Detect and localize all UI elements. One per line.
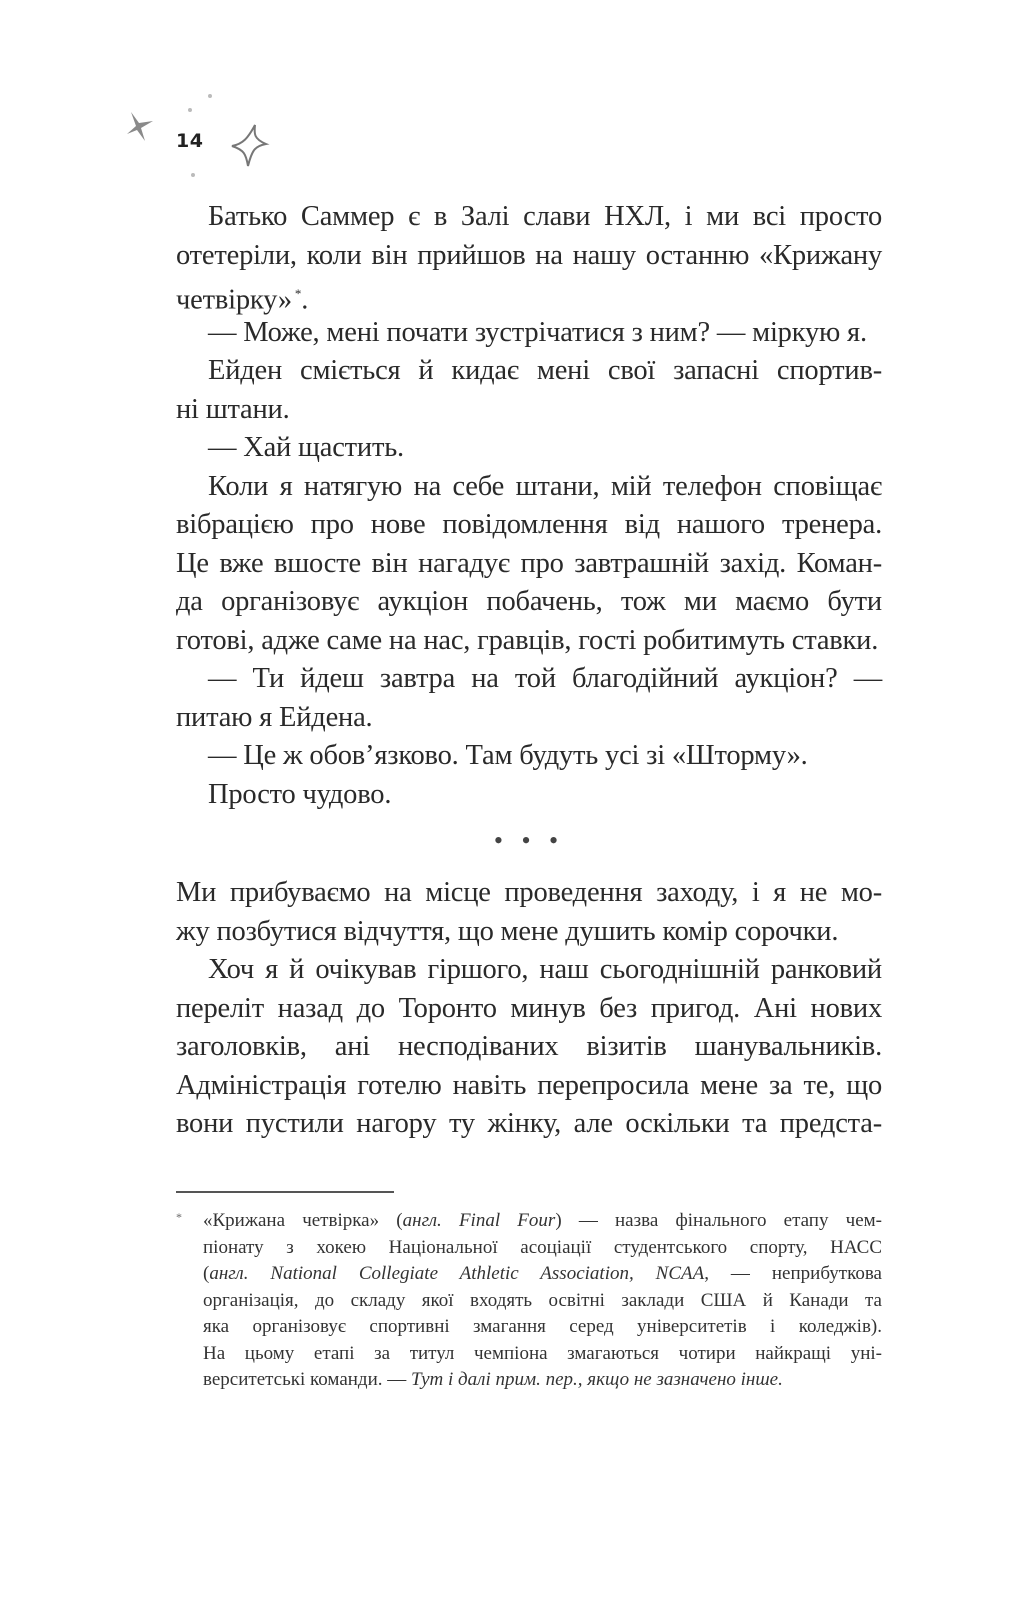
footnote-divider <box>176 1191 394 1193</box>
text-line: переліт назад до Торонто минув без пригод. Ані нових <box>176 992 882 1024</box>
star-outline-icon <box>228 122 270 170</box>
footnote-line: організація, до складу якої входять освітні заклади США й Канади та <box>203 1289 882 1311</box>
footnote-text <box>203 1208 882 1394</box>
text-line: жу позбутися відчуття, що мене душить комір сорочки. <box>176 915 839 947</box>
text-line: питаю я Ейдена. <box>176 701 373 733</box>
footnote-line: «Крижана четвірка» (англ. Final Four) — назва фінального етапу чем- <box>203 1210 882 1231</box>
footnote-line: верситетські команди. — Тут і далі прим. пер., якщо не зазначено інше. <box>203 1369 783 1390</box>
text-line: Батько Саммер є в Залі слави НХЛ, і ми всі просто <box>208 201 882 232</box>
text-line: готові, адже саме на нас, гравців, гості робитимуть ставки. <box>176 624 879 656</box>
scene-break: • • • <box>493 826 565 855</box>
text-line: да організовує аукціон побачень, тож ми маємо бути <box>176 586 882 617</box>
text-line: Це вже вшосте він нагадує про завтрашній захід. Коман- <box>176 547 882 579</box>
text-line: заголовків, ані несподіваних візитів шанувальників. <box>176 1031 882 1062</box>
text-line: Хоч я й очікував гіршого, наш сьогоднішній ранковий <box>208 954 882 985</box>
footnote <box>176 1208 882 1394</box>
text-line: Коли я натягую на себе штани, мій телефон сповіщає <box>208 470 882 502</box>
text-block-1 <box>176 198 882 814</box>
sparkle-dot <box>188 108 192 112</box>
text-line: отетеріли, коли він прийшов на нашу останню «Крижану <box>176 239 882 271</box>
text-line: четвірку» *. <box>176 284 309 316</box>
text-block-2 <box>176 874 882 1144</box>
main-text <box>176 198 882 1139</box>
page-number: 14 <box>176 130 204 152</box>
text-line: Ми прибуваємо на місце проведення заходу, і я не мо- <box>176 877 882 908</box>
footnote-line: На цьому етапі за титул чемпіона змагаються чотири найкращі уні- <box>203 1342 882 1364</box>
sparkle-dot <box>208 94 212 98</box>
text-line: — Хай щастить. <box>208 432 404 463</box>
text-line: — Це ж обов’язково. Там будуть усі зі «Шторму». <box>208 740 808 771</box>
text-line: — Ти йдеш завтра на той благодійний аукціон? — <box>208 663 882 694</box>
footnote-line: (англ. National Collegiate Athletic Association, NCAA, — неприбуткова <box>203 1263 882 1284</box>
page-header <box>0 0 1024 200</box>
footnote-line: піонату з хокею Національної асоціації студентського спорту, НАСС <box>203 1236 882 1258</box>
footnote-marker: * <box>176 1210 182 1224</box>
text-line: Ейден сміється й кидає мені свої запасні спортив- <box>208 355 882 386</box>
footnote-reference[interactable]: * <box>294 286 302 301</box>
text-line: ні штани. <box>176 393 290 425</box>
star-filled-icon <box>123 108 159 144</box>
text-line: вони пустили нагору ту жінку, але оскільки та предста- <box>176 1108 882 1139</box>
sparkle-dot <box>191 173 195 177</box>
text-line: — Може, мені почати зустрічатися з ним? — міркую я. <box>208 316 867 348</box>
text-line: вібрацією про нове повідомлення від нашого тренера. <box>176 509 882 540</box>
text-line: Просто чудово. <box>208 778 392 810</box>
text-line: Адміністрація готелю навіть перепросила мене за те, що <box>176 1069 882 1101</box>
footnote-line: яка організовує спортивні змагання серед університетів і коледжів). <box>203 1316 882 1337</box>
